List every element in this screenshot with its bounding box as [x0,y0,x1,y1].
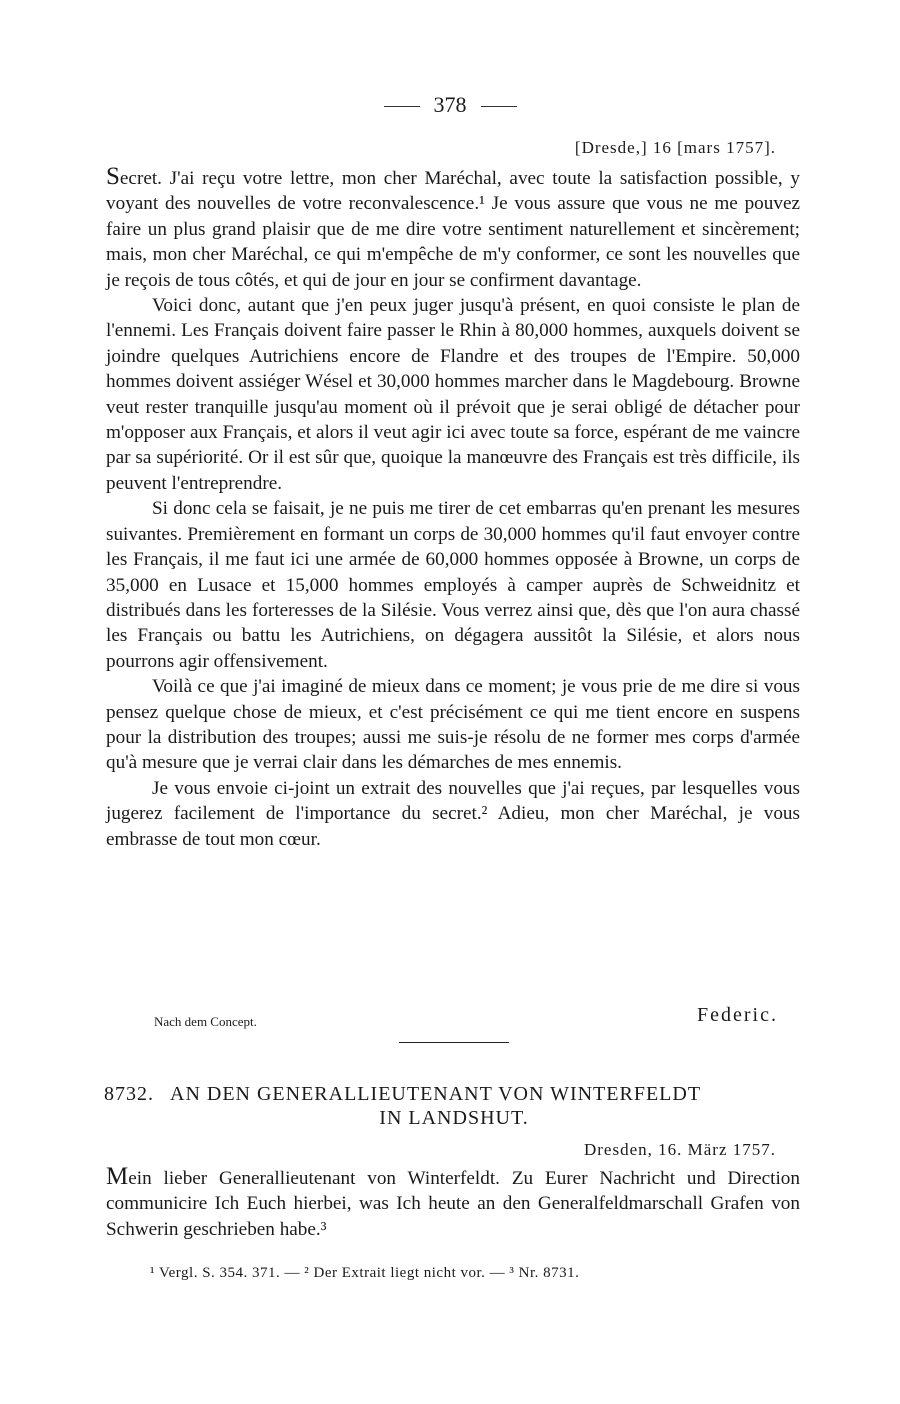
source-note: Nach dem Concept. [154,1014,257,1029]
letter1-dateline: [Dresde,] 16 [mars 1757]. [574,138,776,157]
letter1-paragraph-2: Voici donc, autant que j'en peux juger jusqu'à présent, en quoi consiste le plan de l'ennemi. Les Français doivent faire passer le Rhin à 80,000 hommes, auxquels doivent se joindre quelques Autrichiens encore de Flandre et des troupes de l'Empire. 50,000 hommes doivent assiéger Wésel et 30,000 hommes marcher dans le Magdebourg. Browne veut rester tranquille jusqu'au moment où il prévoit que je serai obligé de détacher pour m'opposer aux Français, et alors il veut agir ici avec toute sa force, espérant de me vaincre par sa supériorité. Or il est sûr que, quoique la manœuvre des Français est très difficile, ils peuvent l'entreprendre. [106,295,800,494]
header-dash-left [384,106,420,107]
section-divider [399,1042,509,1043]
letter1-paragraph-4: Voilà ce que j'ai imaginé de mieux dans ce moment; je vous prie de me dire si vous pensez quelque chose de mieux, et c'est précisément ce qui me tient encore en suspens pour la distribution des troupes; aussi me suis-je résolu de ne former mes corps d'armée qu'à mesure que je verrai clair dans les démarches de mes ennemis. [106,676,800,774]
footnotes: ¹ Vergl. S. 354. 371. — ² Der Extrait liegt nicht vor. — ³ Nr. 8731. [150,1265,580,1281]
heading-line-1: AN DEN GENERALLIEUTENANT VON WINTERFELDT [170,1083,702,1105]
letter-number: 8732. [104,1083,154,1105]
letter2-heading [104,1082,804,1130]
header-dash-right [481,106,517,107]
letter1-initial: S [106,163,120,190]
heading-line-2: IN LANDSHUT. [379,1107,529,1129]
letter2-initial: M [106,1163,129,1190]
letter2-paragraph: Mein lieber Generallieutenant von Winterfeldt. Zu Eurer Nachricht und Direction communicire Ich Euch hierbei, was Ich heute an den Generalfeldmarschall Grafen von Schwerin geschrieben habe.³ [106,1163,800,1240]
letter1-body [106,164,800,852]
letter1-paragraph-5: Je vous envoie ci-joint un extrait des nouvelles que j'ai reçues, par lesquelles vous jugerez facilement de l'importance du secret.² Adieu, mon cher Maréchal, je vous embrasse de tout mon cœur. [106,777,800,850]
letter1-paragraph-3: Si donc cela se faisait, je ne puis me tirer de cet embarras qu'en prenant les mesures suivantes. Premièrement en formant un corps de 30,000 hommes qu'il faut envoyer contre les Français, il me faut ici une armée de 60,000 hommes opposée à Browne, un corps de 35,000 en Lusace et 15,000 hommes employés à camper auprès de Schweidnitz et distribués dans les forteresses de la Silésie. Vous verrez ainsi que, dès que l'on aura chassé les Français ou battu les Autrichiens, on dégagera aussitôt la Silésie, et alors nous pourrons agir offensivement. [106,498,800,672]
signature: Federic. [697,1004,778,1026]
page-number: 378 [433,92,467,117]
letter2-body [106,1164,800,1242]
letter2-dateline: Dresden, 16. März 1757. [583,1140,776,1159]
page-header [0,92,900,118]
letter1-paragraph-1: Secret. J'ai reçu votre lettre, mon cher Maréchal, avec toute la satisfaction possible, y voyant des nouvelles de votre reconvalescence.¹ Je vous assure que vous ne me pouvez faire un plus grand plaisir que de me dire votre sentiment naturellement et sincèrement; mais, mon cher Maréchal, ce qui m'empêche de m'y conformer, ce sont les nouvelles que je reçois de tous côtés, et qui de jour en jour se confirment davantage. [106,163,800,291]
